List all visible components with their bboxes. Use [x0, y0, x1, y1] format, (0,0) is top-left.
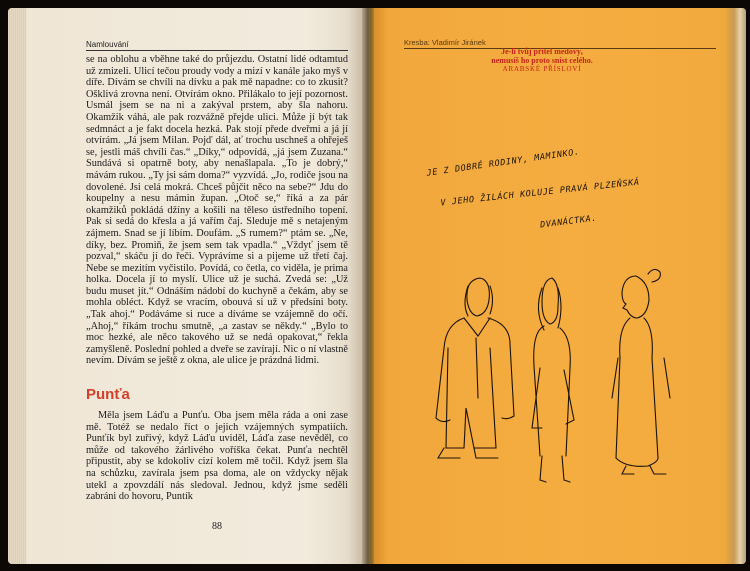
- quote-line: nemusíš ho proto sníst celého.: [491, 56, 593, 65]
- man-figure: [436, 278, 514, 458]
- cartoon-caption-line: DVANÁCTKA.: [539, 213, 598, 231]
- woman-figure: [532, 278, 574, 482]
- cartoon-caption-line: JE Z DOBRÉ RODINY, MAMINKO.: [426, 147, 581, 179]
- quote-line: Je-li tvůj přítel medový,: [501, 47, 583, 56]
- right-page: [374, 8, 746, 564]
- proverb-quote: [482, 47, 602, 74]
- quote-source: ARABSKÉ PŘÍSLOVÍ: [502, 65, 582, 73]
- paragraph-body: se na oblohu a vběhne také do průjezdu. Ostatní lidé odtamtud už zmizeli. Ulicí tečou proudy vody a mizí v kanále jako myš v díře. Dívám se chvíli na dívku a pak mě napadne: co to zkusit? Ošklivá zrovna není. Otvírám okno. Přilákalo to její pozornost. Usmál jsem se na ni a zakýval prstem, aby šla nahoru. Okamžik váhá, ale pak rozvážně přejde ulici. Může jí být tak sedmnáct a je fakt docela hezká. Pak stojí přede dveřmi a já jí otvírám. „Já jsem Milan. Pojď dál, ať trochu uschneš a ohřeješ se, jestli máš chvíli čas.“ „Díky,“ odpovídá, „já jsem Zuzana.“ Sundává si opatrně boty, aby nenašlapala. „To je dobrý,“ mávám rukou. „Ty jsi sám doma?“ vyzvídá. „Jo, rodiče jsou na dovolené. Jsi celá mokrá. Chceš půjčit něco na sebe?“ Jdu do koupelny a nesu mámin župan. „Otoč se,“ říká a za pár okamžiků pokládá džíny a košili na těleso ústředního topení. Pak si sedá do křesla a já vařím čaj. Sleduje mě s netajeným zájmem. Snad se jí líbím. Doufám. „S rumem?“ ptám se. „Ne, díky, bez. Promiň, že jsem sem tak vpadla.“ „Vždyť jsem tě pozval,“ skáču jí do řeči. Vyprávíme si a pijeme už třetí čaj. Nebe se mezitím vyčistilo. Povídá, co četla, co viděla, je prima holka. Docela jí to myslí. Ulice už je suchá. Zvedá se: „Už budu muset jít.“ Odnáším nádobí do kuchyně a čekám, aby se mohla obléct. Když se vracím, obouvá si už v předsíni boty. „Tak ahoj.“ Podáváme si ruce a díváme se vzájemně do očí. „Ahoj,“ říkám trochu smutně, „a zastav se někdy.“ „Bylo to moc hezké, ale něco takového už se nedá opakovat,“ řekla zamyšleně. Poslední pohled a dveře se zavírají. Nic o ní vlastně nevím. Dívám se ještě z okna, ale ulice je prázdná lidmi.: [86, 54, 348, 367]
- running-head: Namlouvání: [86, 40, 348, 51]
- page-block-edge: [726, 8, 746, 564]
- illustration-credit: Kresba: Vladimír Jiránek: [404, 38, 716, 49]
- section-heading: Punťa: [86, 386, 130, 403]
- cartoon-caption-line: V JEHO ŽILÁCH KOLUJE PRAVÁ PLZEŇSKÁ: [440, 177, 641, 209]
- page-edges: [8, 8, 26, 564]
- mother-figure: [612, 269, 670, 474]
- left-page: [8, 8, 362, 564]
- cartoon-illustration: [404, 258, 704, 498]
- page-number: 88: [212, 521, 222, 532]
- open-book: [8, 8, 746, 564]
- paragraph-body-2: Měla jsem Láďu a Punťu. Oba jsem měla ráda a oni zase mě. Totéž se nedalo říct o jejich vzájemných sympatiích. Punťík byl zuřivý, když Láďu uviděl, Láďa zase nevěděl, co může od takového žárlivého voříška čekat. Punťa nechtěl připustit, aby se kdokoliv cizí kolem mě točil. Když jsem šla na schůzku, zavírala jsem psa doma, ale on vždycky nějak utekl a zpovzdálí nás sledoval. Jednou, když jsme seděli zabráni do hovoru, Puntík: [86, 410, 348, 503]
